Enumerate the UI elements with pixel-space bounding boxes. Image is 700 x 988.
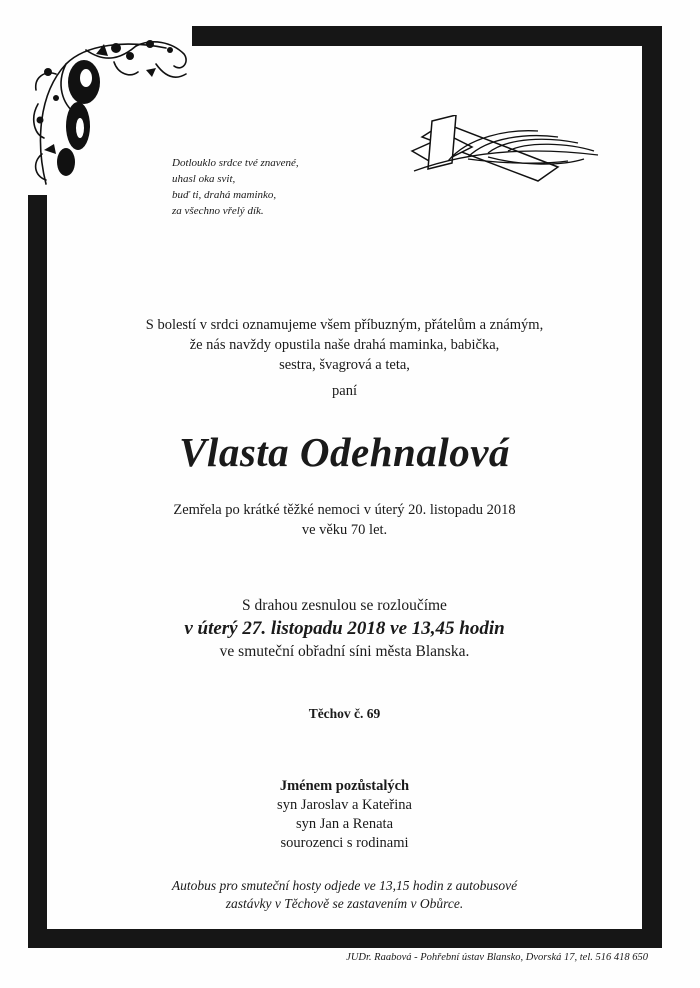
bus-notice [47,877,642,913]
farewell-datetime: v úterý 27. listopadu 2018 ve 13,45 hodin [184,618,505,639]
mourner-name: syn Jaroslav a Kateřina [277,797,412,813]
bus-notice-line: Autobus pro smuteční hosty odjede ve 13,15 hodin z autobusové [171,878,518,893]
deceased-name: Vlasta Odehnalová [179,429,510,475]
mourner-name: sourozenci s rodinami [280,835,409,851]
floral-ornament-icon [26,34,194,194]
mourners [47,777,642,853]
border-right [642,26,662,948]
announcement [47,315,642,375]
poem-line: buď ti, drahá maminko, [172,189,277,201]
poem-line: uhasl oka svit, [172,173,236,185]
funeral-service-footer: JUDr. Raabová - Pohřební ústav Blansko, Dvorská 17, tel. 516 418 650 [346,952,648,963]
death-notice-line: Zemřela po krátké těžké nemoci v úterý 20. listopadu 2018 [173,502,516,518]
address: Těchov č. 69 [308,706,381,721]
border-bottom [28,929,662,948]
poem-line: za všechno vřelý dík. [172,205,264,217]
announcement-line: S bolestí v srdci oznamujeme všem příbuzným, přátelům a známým, [145,317,544,333]
mourner-name: syn Jan a Renata [295,816,394,832]
cross-with-palm-icon [408,115,604,190]
border-left [28,195,47,948]
poem-line: Dotlouklo srdce tvé znavené, [172,157,299,169]
mourners-heading: Jménem pozůstalých [279,778,410,794]
death-notice-line: ve věku 70 let. [301,522,388,538]
announcement-line: sestra, švagrová a teta, [279,357,410,373]
honorific: paní [332,383,357,399]
bus-notice-line: zastávky v Těchově se zastavením v Obůrce. [225,896,464,911]
death-notice [47,500,642,540]
poem [172,155,299,219]
farewell-intro: S drahou zesnulou se rozloučíme [242,597,447,614]
farewell-location: ve smuteční obřadní síni města Blanska. [219,643,470,660]
announcement-line: že nás navždy opustila naše drahá maminka, babička, [189,337,500,353]
border-top [192,26,662,46]
